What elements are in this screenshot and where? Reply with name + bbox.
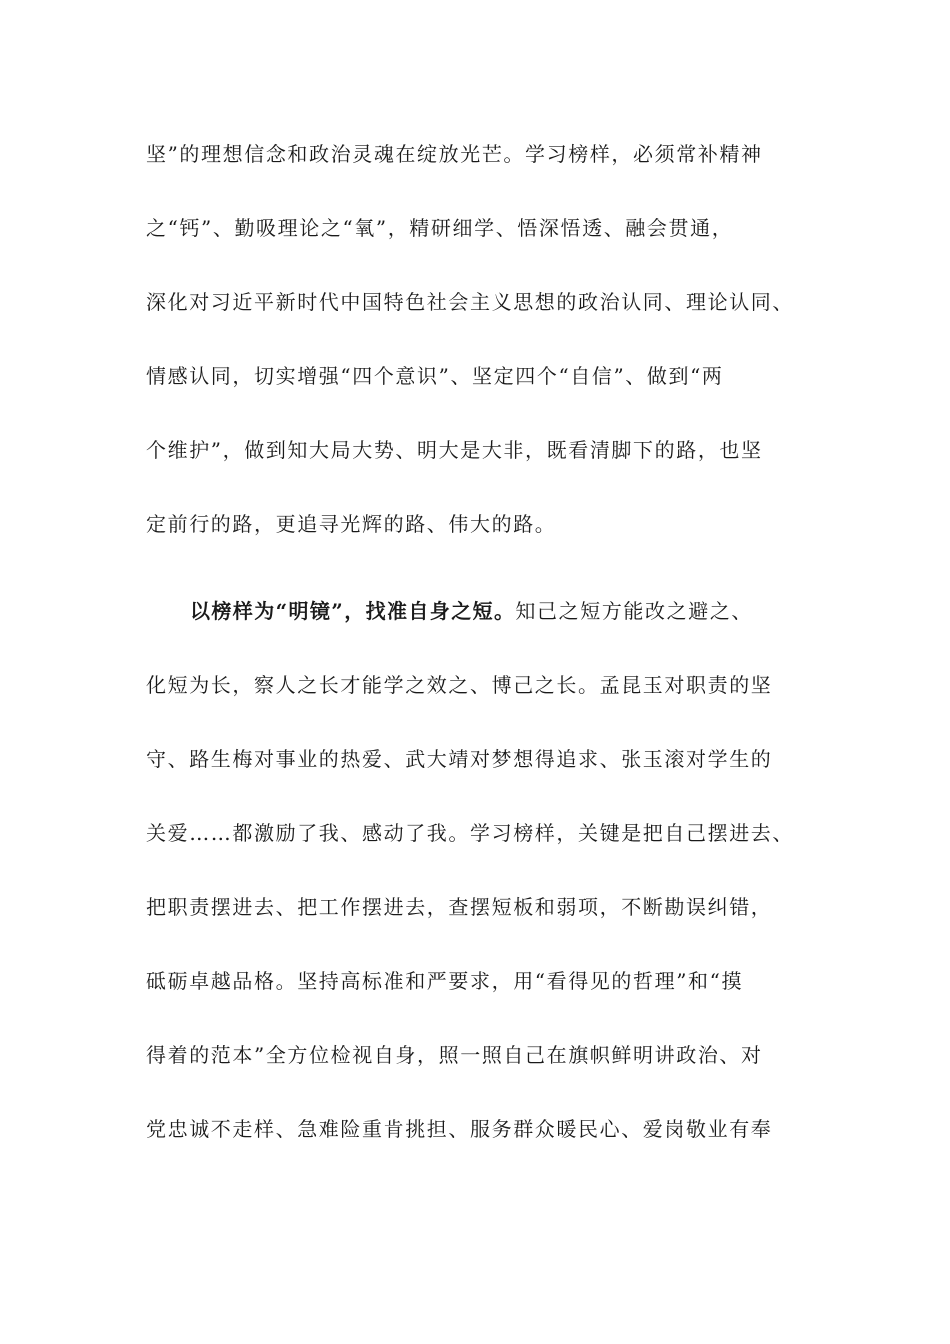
paragraph-2-line-5: 把职责摆进去、把工作摆进去，查摆短板和弱项，不断勘误纠错， <box>146 895 773 919</box>
paragraph-1-line-4: 情感认同，切实增强“四个意识”、坚定四个“自信”、做到“两 <box>146 364 724 388</box>
paragraph-1-line-1: 坚”的理想信念和政治灵魂在绽放光芒。学习榜样，必须常补精神 <box>146 142 763 166</box>
paragraph-2-heading: 以榜样为“明镜”，找准自身之短。 <box>190 599 516 623</box>
paragraph-2-line-2: 化短为长，察人之长才能学之效之、博己之长。孟昆玉对职责的坚 <box>146 673 773 697</box>
paragraph-1-line-2: 之“钙”、勤吸理论之“氧”，精研细学、悟深悟透、融会贯通， <box>146 216 734 240</box>
paragraph-1-line-3: 深化对习近平新时代中国特色社会主义思想的政治认同、理论认同、 <box>146 290 794 314</box>
paragraph-1-line-5: 个维护”，做到知大局大势、明大是大非，既看清脚下的路，也坚 <box>146 438 763 462</box>
paragraph-2-line-7: 得着的范本”全方位检视自身，照一照自己在旗帜鲜明讲政治、对 <box>146 1043 763 1067</box>
paragraph-2-line-6: 砥砺卓越品格。坚持高标准和严要求，用“看得见的哲理”和“摸 <box>146 969 744 993</box>
paragraph-2-line-3: 守、路生梅对事业的热爱、武大靖对梦想得追求、张玉滚对学生的 <box>146 747 773 771</box>
paragraph-2-first-line-rest: 知己之短方能改之避之、 <box>515 599 754 623</box>
paragraph-1-line-6: 定前行的路，更追寻光辉的路、伟大的路。 <box>146 512 557 536</box>
paragraph-2-line-8: 党忠诚不走样、急难险重肯挑担、服务群众暖民心、爱岗敬业有奉 <box>146 1117 773 1141</box>
paragraph-2-line-4: 关爱……都激励了我、感动了我。学习榜样，关键是把自己摆进去、 <box>146 821 794 845</box>
paragraph-2-line-1 <box>190 597 870 625</box>
